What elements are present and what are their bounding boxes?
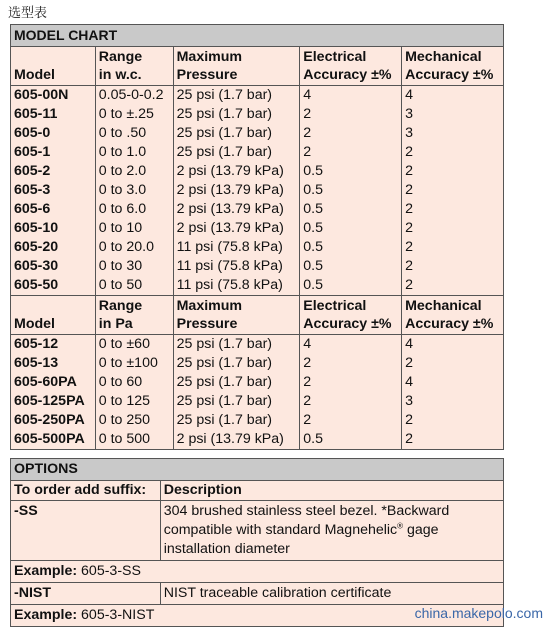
range-cell: 0 to ±60 bbox=[95, 335, 173, 355]
pressure-cell: 25 psi (1.7 bar) bbox=[173, 143, 300, 162]
range-cell: 0 to 50 bbox=[95, 276, 173, 296]
header-range: Range in Pa bbox=[95, 296, 173, 335]
electrical-cell: 0.5 bbox=[300, 181, 402, 200]
header-mechanical: Mechanical Accuracy ±% bbox=[402, 47, 504, 86]
model-chart-header-row bbox=[11, 47, 504, 86]
electrical-cell: 0.5 bbox=[300, 200, 402, 219]
ss-code: -SS bbox=[11, 501, 161, 561]
model-cell: 605-2 bbox=[11, 162, 96, 181]
pressure-cell: 25 psi (1.7 bar) bbox=[173, 124, 300, 143]
model-cell: 605-6 bbox=[11, 200, 96, 219]
pressure-cell: 25 psi (1.7 bar) bbox=[173, 354, 300, 373]
electrical-cell: 4 bbox=[300, 86, 402, 106]
nist-description: NIST traceable calibration certificate bbox=[160, 583, 503, 605]
ss-description: 304 brushed stainless steel bezel. *Backward compatible with standard Magnehelic® gage installation diameter bbox=[160, 501, 503, 561]
mechanical-cell: 3 bbox=[402, 392, 504, 411]
options-title: OPTIONS bbox=[11, 459, 504, 481]
range-cell: 0 to 20.0 bbox=[95, 238, 173, 257]
options-col-suffix: To order add suffix: bbox=[11, 481, 161, 501]
model-cell: 605-125PA bbox=[11, 392, 96, 411]
model-cell: 605-13 bbox=[11, 354, 96, 373]
model-cell: 605-500PA bbox=[11, 430, 96, 450]
mechanical-cell: 2 bbox=[402, 430, 504, 450]
range-cell: 0 to 3.0 bbox=[95, 181, 173, 200]
model-cell: 605-00N bbox=[11, 86, 96, 106]
mechanical-cell: 2 bbox=[402, 354, 504, 373]
pressure-cell: 25 psi (1.7 bar) bbox=[173, 392, 300, 411]
mechanical-cell: 2 bbox=[402, 219, 504, 238]
table-row bbox=[11, 124, 504, 143]
mechanical-cell: 2 bbox=[402, 143, 504, 162]
model-cell: 605-30 bbox=[11, 257, 96, 276]
range-cell: 0.05-0-0.2 bbox=[95, 86, 173, 106]
table-row bbox=[11, 335, 504, 355]
mechanical-cell: 2 bbox=[402, 162, 504, 181]
electrical-cell: 0.5 bbox=[300, 257, 402, 276]
model-cell: 605-12 bbox=[11, 335, 96, 355]
model-cell: 605-1 bbox=[11, 143, 96, 162]
header-model: Model bbox=[11, 296, 96, 335]
table-row bbox=[11, 143, 504, 162]
pressure-cell: 25 psi (1.7 bar) bbox=[173, 335, 300, 355]
mechanical-cell: 3 bbox=[402, 124, 504, 143]
pressure-cell: 2 psi (13.79 kPa) bbox=[173, 181, 300, 200]
header-model: Model bbox=[11, 47, 96, 86]
electrical-cell: 2 bbox=[300, 411, 402, 430]
model-cell: 605-3 bbox=[11, 181, 96, 200]
electrical-cell: 2 bbox=[300, 373, 402, 392]
range-cell: 0 to 30 bbox=[95, 257, 173, 276]
electrical-cell: 2 bbox=[300, 124, 402, 143]
options-table bbox=[10, 458, 504, 627]
mechanical-cell: 2 bbox=[402, 238, 504, 257]
header-electrical: Electrical Accuracy ±% bbox=[300, 296, 402, 335]
range-cell: 0 to ±100 bbox=[95, 354, 173, 373]
electrical-cell: 2 bbox=[300, 392, 402, 411]
electrical-cell: 4 bbox=[300, 335, 402, 355]
model-cell: 605-11 bbox=[11, 105, 96, 124]
table-row bbox=[11, 430, 504, 450]
table-row bbox=[11, 181, 504, 200]
model-chart-header-row bbox=[11, 296, 504, 335]
range-cell: 0 to 1.0 bbox=[95, 143, 173, 162]
range-cell: 0 to 250 bbox=[95, 411, 173, 430]
pressure-cell: 2 psi (13.79 kPa) bbox=[173, 162, 300, 181]
nist-example: Example: 605-3-NIST bbox=[11, 605, 504, 627]
electrical-cell: 0.5 bbox=[300, 276, 402, 296]
table-row bbox=[11, 411, 504, 430]
pressure-cell: 2 psi (13.79 kPa) bbox=[173, 200, 300, 219]
header-range: Range in w.c. bbox=[95, 47, 173, 86]
pressure-cell: 2 psi (13.79 kPa) bbox=[173, 219, 300, 238]
page-caption: 选型表 bbox=[8, 5, 48, 20]
pressure-cell: 11 psi (75.8 kPa) bbox=[173, 257, 300, 276]
model-cell: 605-10 bbox=[11, 219, 96, 238]
range-cell: 0 to .50 bbox=[95, 124, 173, 143]
electrical-cell: 2 bbox=[300, 105, 402, 124]
range-cell: 0 to ±.25 bbox=[95, 105, 173, 124]
mechanical-cell: 2 bbox=[402, 181, 504, 200]
table-row bbox=[11, 162, 504, 181]
table-row bbox=[11, 200, 504, 219]
nist-code: -NIST bbox=[11, 583, 161, 605]
mechanical-cell: 4 bbox=[402, 335, 504, 355]
electrical-cell: 2 bbox=[300, 354, 402, 373]
electrical-cell: 0.5 bbox=[300, 219, 402, 238]
mechanical-cell: 3 bbox=[402, 105, 504, 124]
mechanical-cell: 4 bbox=[402, 373, 504, 392]
table-row bbox=[11, 392, 504, 411]
mechanical-cell: 4 bbox=[402, 86, 504, 106]
model-cell: 605-20 bbox=[11, 238, 96, 257]
model-cell: 605-60PA bbox=[11, 373, 96, 392]
electrical-cell: 2 bbox=[300, 143, 402, 162]
pressure-cell: 2 psi (13.79 kPa) bbox=[173, 430, 300, 450]
table-row bbox=[11, 257, 504, 276]
pressure-cell: 11 psi (75.8 kPa) bbox=[173, 238, 300, 257]
header-mechanical: Mechanical Accuracy ±% bbox=[402, 296, 504, 335]
table-row bbox=[11, 238, 504, 257]
options-col-description: Description bbox=[160, 481, 503, 501]
table-row bbox=[11, 373, 504, 392]
ss-example: Example: 605-3-SS bbox=[11, 561, 504, 583]
table-row bbox=[11, 219, 504, 238]
header-pressure: Maximum Pressure bbox=[173, 47, 300, 86]
range-cell: 0 to 6.0 bbox=[95, 200, 173, 219]
range-cell: 0 to 10 bbox=[95, 219, 173, 238]
table-row bbox=[11, 86, 504, 106]
range-cell: 0 to 125 bbox=[95, 392, 173, 411]
range-cell: 0 to 60 bbox=[95, 373, 173, 392]
model-cell: 605-0 bbox=[11, 124, 96, 143]
electrical-cell: 0.5 bbox=[300, 430, 402, 450]
mechanical-cell: 2 bbox=[402, 257, 504, 276]
table-row bbox=[11, 354, 504, 373]
header-electrical: Electrical Accuracy ±% bbox=[300, 47, 402, 86]
model-cell: 605-50 bbox=[11, 276, 96, 296]
table-row bbox=[11, 105, 504, 124]
mechanical-cell: 2 bbox=[402, 200, 504, 219]
model-chart-table bbox=[10, 24, 504, 450]
pressure-cell: 11 psi (75.8 kPa) bbox=[173, 276, 300, 296]
watermark: china.makepolo.com bbox=[414, 605, 543, 621]
pressure-cell: 25 psi (1.7 bar) bbox=[173, 373, 300, 392]
mechanical-cell: 2 bbox=[402, 276, 504, 296]
pressure-cell: 25 psi (1.7 bar) bbox=[173, 105, 300, 124]
header-pressure: Maximum Pressure bbox=[173, 296, 300, 335]
model-chart-title: MODEL CHART bbox=[11, 25, 504, 47]
electrical-cell: 0.5 bbox=[300, 238, 402, 257]
pressure-cell: 25 psi (1.7 bar) bbox=[173, 411, 300, 430]
model-cell: 605-250PA bbox=[11, 411, 96, 430]
electrical-cell: 0.5 bbox=[300, 162, 402, 181]
pressure-cell: 25 psi (1.7 bar) bbox=[173, 86, 300, 106]
range-cell: 0 to 500 bbox=[95, 430, 173, 450]
mechanical-cell: 2 bbox=[402, 411, 504, 430]
range-cell: 0 to 2.0 bbox=[95, 162, 173, 181]
table-row bbox=[11, 276, 504, 296]
